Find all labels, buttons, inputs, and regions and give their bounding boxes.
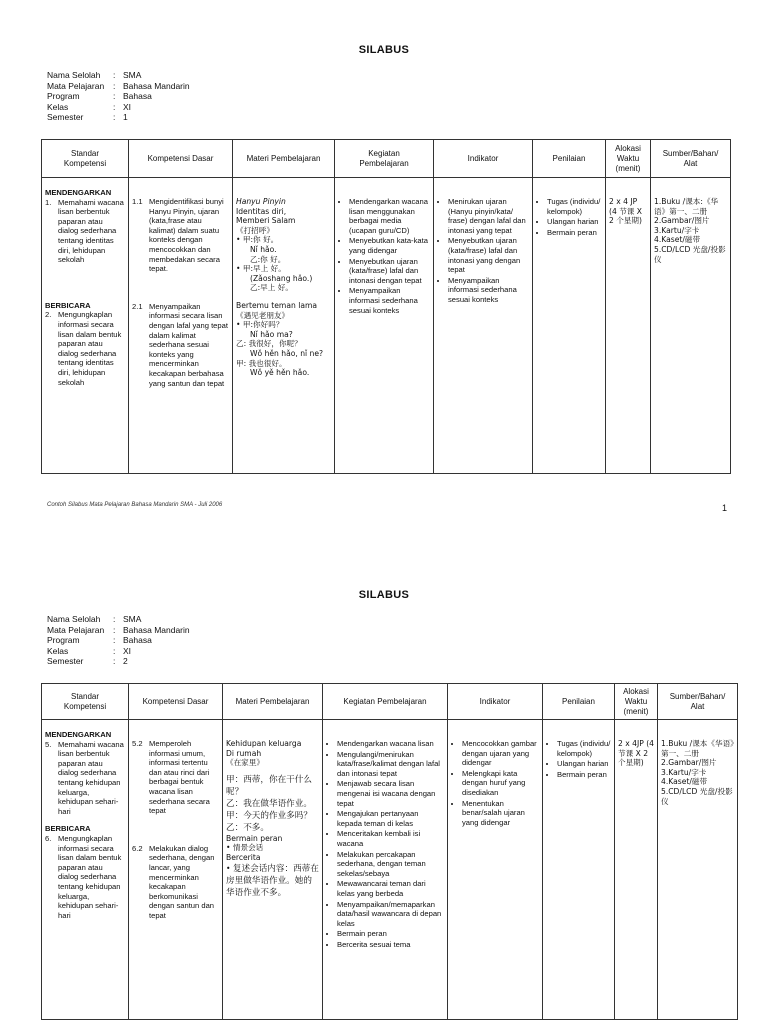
header-sumber: Sumber/Bahan/ Alat [658, 684, 738, 720]
list-item: • Mendengarkan wacana lisan menggunakan berbagai media (ucapan guru/CD) [349, 197, 430, 235]
list-item: • Menyampaikan informasi sederhana sesuai konteks [448, 276, 529, 305]
list-item: • Mencocokkan gambar dengan ujaran yang didengar [462, 739, 539, 768]
list-item: • Melakukan percakapan sederhana, dengan teman sekelas/sebaya [337, 850, 444, 879]
info-label: Mata Pelajaran [47, 80, 105, 91]
info-label: Kelas [47, 101, 69, 112]
cell-standar-kompetensi [42, 720, 129, 1020]
info-value: XI [123, 645, 132, 656]
materi-line: Bertemu teman lama [236, 300, 318, 310]
list-item: 1.Buku /课本:《华语》第一、二册 [654, 197, 719, 216]
materi-line: Di rumah [226, 748, 262, 758]
materi-line: Memberi Salam [236, 216, 296, 226]
materi-line: (Zǎoshang hǎo.) [250, 273, 313, 283]
materi-line: 乙: 我很好，你呢？ [236, 339, 302, 349]
info-label: Semester [47, 656, 84, 666]
materi-line: Bercerita [226, 852, 261, 862]
materi-line: 乙：我在做华语作业。 [226, 798, 312, 809]
header-alokasi: Alokasi Waktu (menit) [615, 684, 658, 720]
info-value: Bahasa [123, 635, 152, 645]
materi-line: Bermain peran [226, 833, 283, 843]
cell-kegiatan [335, 178, 434, 474]
cell-sumber [651, 178, 731, 474]
header-materi: Materi Pembelajaran [223, 684, 323, 720]
header-penilaian: Penilaian [543, 684, 615, 720]
materi-line: 乙：不多。 [226, 822, 269, 833]
cell-penilaian [543, 720, 615, 1020]
info-label: Kelas [47, 645, 69, 656]
list-item: 2.Gambar/图片 [661, 758, 717, 768]
info-value: Bahasa Mandarin [123, 624, 190, 635]
cell-indikator [434, 178, 533, 474]
page2-syllabus-table [41, 683, 738, 1020]
info-label: Program [47, 635, 80, 645]
header-kompetensi-dasar: Kompetensi Dasar [129, 140, 233, 178]
table-header-row [42, 684, 738, 720]
item-text: Memperoleh informasi umum, informasi tertentu dan atau rinci dari berbagai bentuk wacana lisan sederhana secara tepat [149, 739, 210, 816]
header-penilaian: Penilaian [533, 140, 606, 178]
materi-line: 甲: 我也很好。 [236, 358, 287, 368]
list-item: • Menceritakan kembali isi wacana [337, 829, 444, 848]
item-text: Mengungkaplan informasi secara lisan dalam bentuk paparan atau dialog sederhana tentang identitas diri, lehidupan sekolah [58, 310, 122, 387]
materi-line: 乙:你 好。 [250, 254, 286, 264]
list-item: • Menyampaikan/memaparkan data/hasil wawancara di depan kelas [337, 900, 444, 929]
page2-info: Nama Selolah : SMA Mata Pelajaran : Bahasa Mandarin Program : Bahasa Kelas : XI Semester : 2 [47, 614, 190, 666]
item-text: Menyampaikan informasi secara lisan dengan lafal yang tepat dalam kalimat sederhana sesuai konteks yang mencerminkan kecakapan berbahasa yang santun dan tepat [149, 301, 228, 388]
header-kompetensi-dasar: Kompetensi Dasar [129, 684, 223, 720]
list-item: 4.Kaset/磁带 [661, 777, 708, 787]
item-number: 6. [45, 833, 52, 843]
list-item: • Mewawancarai teman dari kelas yang berbeda [337, 879, 444, 898]
info-value: Bahasa [123, 91, 152, 101]
table-header-row [42, 140, 731, 178]
item-text: Memahami wacana lisan berbentuk paparan atau dialog sederhana tentang kehidupan keluarga, kehidupan sehari-hari [58, 739, 124, 816]
list-item: 1.Buku /课本《华语》第一、二册 [661, 739, 734, 758]
materi-line: 甲:早上 好。 [242, 264, 286, 274]
list-item: 4.Kaset/磁带 [654, 235, 701, 245]
cell-materi: Hanyu Pinyin Identitas diri, Memberi Salam 《打招呼》 • 甲:你 好。 Nǐ hǎo. 乙:你 好。 • 甲:早上 好。 (Zǎoshang hǎo.) 乙:早上 好。 Bertemu teman lama 《遇见老朋友》 • 甲:你好吗？ Nǐ hǎo ma? 乙: 我很好，你呢？ Wǒ hěn hǎo, nǐ ne? 甲: 我也很好。 Wǒ yě hěn hǎo. [233, 178, 335, 474]
materi-line: Kehidupan keluarga [226, 739, 302, 748]
materi-line: 乙:早上 好。 [250, 283, 293, 293]
info-label: Semester [47, 112, 84, 122]
info-label: Program [47, 91, 80, 101]
list-item: 5.CD/LCD 光盘/投影仪 [654, 244, 726, 264]
list-item: • Ulangan harian [547, 217, 602, 227]
list-item: 3.Kartu/字卡 [654, 225, 700, 235]
item-number: 2.1 [132, 301, 143, 311]
cell-materi: Kehidupan keluarga Di rumah 《在家里》 甲：西蒂，你在干什么呢？ 乙：我在做华语作业。 甲：今天的作业多吗？ 乙：不多。 Bermain peran • 情景会话 Bercerita • 复述会话内容：西蒂在房里做华语作业。她的华语作业不多。 [223, 720, 323, 1020]
cell-kegiatan [323, 720, 448, 1020]
list-item: • Tugas (individu/ kelompok) [557, 739, 611, 758]
cell-indikator [448, 720, 543, 1020]
header-indikator: Indikator [434, 140, 533, 178]
list-item: • Mendengarkan wacana lisan [337, 739, 444, 749]
info-value: Bahasa Mandarin [123, 80, 190, 91]
table-row [42, 178, 731, 474]
materi-line: Nǐ hǎo ma? [250, 329, 293, 339]
list-item: • Menyebutkan ujaran (kata/frase) lafal dan intonasi yang dengan tepat [448, 236, 529, 274]
list-item: • Mengajukan pertanyaan kepada teman di kelas [337, 809, 444, 828]
item-number: 6.2 [132, 843, 143, 853]
cell-kompetensi-dasar [129, 178, 233, 474]
list-item: 3.Kartu/字卡 [661, 767, 707, 777]
info-value: 2 [123, 656, 128, 666]
materi-line: Wǒ hěn hǎo, nǐ ne? [250, 348, 324, 358]
materi-line: Identitas diri, [236, 206, 287, 216]
header-sumber: Sumber/Bahan/ Alat [651, 140, 731, 178]
item-number: 2. [45, 310, 52, 320]
header-standar-kompetensi: Standar Kompetensi [42, 140, 129, 178]
list-item: 5.CD/LCD 光盘/投影仪 [661, 786, 733, 806]
info-label: Nama Selolah [47, 614, 101, 624]
info-value: 1 [123, 112, 128, 122]
info-value: SMA [123, 70, 142, 80]
list-item: • Menyampaikan informasi sederhana sesuai konteks [349, 286, 430, 315]
section-heading: MENDENGARKAN [45, 188, 112, 197]
list-item: • Tugas (individu/ kelompok) [547, 197, 602, 216]
materi-line: 《打招呼》 [236, 225, 274, 235]
list-item: • Menyebutkan ujaran (kata/frase) lafal dan intonasi dengan tepat [349, 257, 430, 286]
materi-line: 《在家里》 [226, 758, 264, 768]
list-item: • Bermain peran [337, 929, 444, 939]
item-text: Mengungkaplan informasi secara lisan dalam bentuk paparan atau dialog sederhana tentang kehidupan keluarga, kehidupan sehari-hari [58, 833, 122, 920]
page-number: 1 [722, 503, 728, 513]
header-alokasi: Alokasi Waktu (menit) [606, 140, 651, 178]
item-number: 1. [45, 197, 52, 207]
list-item: • Bercerita sesuai tema [337, 940, 444, 950]
section-heading: BERBICARA [45, 300, 91, 310]
item-number: 5. [45, 739, 52, 749]
list-item: 2.Gambar/图片 [654, 216, 710, 226]
item-number: 5.2 [132, 739, 143, 748]
page1-title: SILABUS [358, 44, 410, 56]
header-materi: Materi Pembelajaran [233, 140, 335, 178]
materi-line: 复述会话内容：西蒂在房里做华语作业。她的华语作业不多。 [226, 863, 319, 898]
list-item: • Menentukan benar/salah ujaran yang didengar [462, 799, 539, 828]
info-label: Nama Selolah [47, 70, 101, 80]
header-standar-kompetensi: Standar Kompetensi [42, 684, 129, 720]
cell-sumber [658, 720, 738, 1020]
list-item: • Menirukan ujaran (Hanyu pinyin/kata/ frase) dengan lafal dan intonasi yang tepat [448, 197, 529, 235]
alokasi-value: 2 x 4 JP (4 节课 X 2 个星期) [609, 197, 643, 226]
section-heading: MENDENGARKAN [45, 730, 112, 739]
item-number: 1.1 [132, 197, 143, 206]
info-value: XI [123, 101, 132, 112]
page1-syllabus-table [41, 139, 731, 474]
materi-line: 甲：西蒂，你在干什么呢？ [226, 774, 312, 797]
page1-info: Nama Selolah : SMA Mata Pelajaran : Bahasa Mandarin Program : Bahasa Kelas : XI Semester : 1 [47, 70, 190, 122]
materi-line: 《遇见老朋友》 [236, 310, 290, 320]
cell-alokasi [606, 178, 651, 474]
cell-alokasi [615, 720, 658, 1020]
cell-kompetensi-dasar [129, 720, 223, 1020]
alokasi-value: 2 x 4JP (4 节课 X 2 个星期) [618, 739, 655, 768]
page1-footer: Contoh Silabus Mata Pelajaran Bahasa Mandarin SMA - Juli 2006 [47, 502, 223, 508]
list-item: • Menjawab secara lisan mengenai isi wacana dengan tepat [337, 779, 444, 808]
list-item: • Menyebutkan kata-kata yang didengar [349, 236, 430, 255]
list-item: • Bermain peran [557, 770, 611, 780]
section-heading: BERBICARA [45, 824, 91, 834]
materi-line: 情景会话 [232, 843, 264, 853]
cell-penilaian [533, 178, 606, 474]
item-text: Melakukan dialog sederhana, dengan lancar, yang mencerminkan kecakapan berkomunikasi dengan santun dan tepat [149, 843, 215, 920]
page2-title: SILABUS [358, 589, 410, 601]
materi-line: 甲：今天的作业多吗？ [226, 810, 312, 821]
info-label: Mata Pelajaran [47, 624, 105, 635]
materi-line: Wǒ yě hěn hǎo. [250, 368, 310, 378]
header-kegiatan: Kegiatan Pembelajaran [335, 140, 434, 178]
list-item: • Bermain peran [547, 228, 602, 238]
materi-line: 甲:你好吗？ [242, 320, 284, 330]
materi-line: Hanyu Pinyin [236, 197, 286, 206]
item-text: Memahami wacana lisan berbentuk paparan atau dialog sederhana tentang identitas diri, lehidupan sekolah [58, 197, 124, 265]
list-item: • Mengulangi/menirukan kata/frase/kalimat dengan lafal dan intonasi tepat [337, 750, 444, 779]
list-item: • Ulangan harian [557, 759, 611, 769]
table-row [42, 720, 738, 1020]
header-kegiatan: Kegiatan Pembelajaran [323, 684, 448, 720]
materi-line: Nǐ hǎo. [250, 244, 277, 254]
materi-line: 甲:你 好。 [242, 235, 279, 245]
header-indikator: Indikator [448, 684, 543, 720]
item-text: Mengidentifikasi bunyi Hanyu Pinyin, ujaran (kata,frase atau kalimat) dalam suatu konteks dengan mencocokkan dan membedakan secara tepat. [149, 197, 224, 274]
info-value: SMA [123, 614, 142, 624]
cell-standar-kompetensi [42, 178, 129, 474]
list-item: • Melengkapi kata dengan huruf yang disediakan [462, 769, 539, 798]
